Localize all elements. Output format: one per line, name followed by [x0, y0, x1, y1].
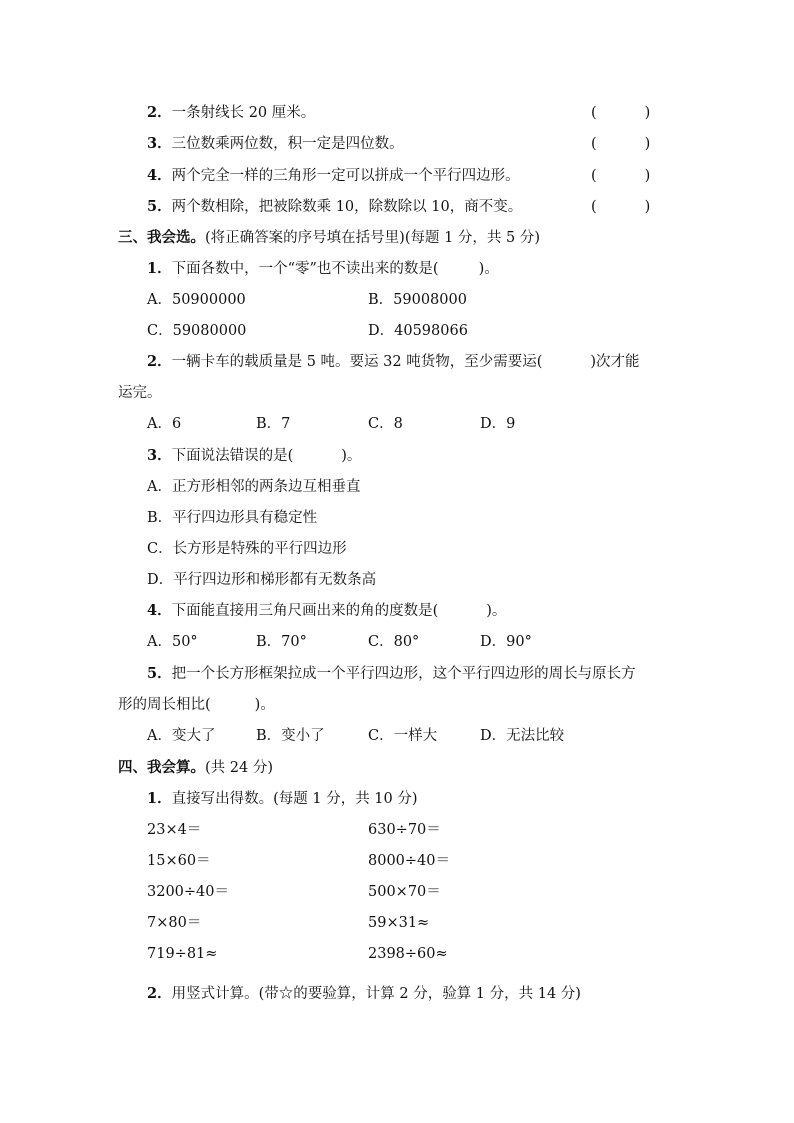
oral-calc: 500×70＝	[368, 884, 441, 900]
oral-calc: 2398÷60≈	[368, 946, 448, 962]
oral-calc: 630÷70＝	[368, 822, 441, 838]
judge-item-4	[147, 166, 520, 186]
option-b[interactable]: B．70°	[256, 634, 307, 650]
option-c[interactable]: C．一样大	[368, 728, 438, 744]
option-a[interactable]: A．50°	[147, 634, 198, 650]
oral-calc: 719÷81≈	[147, 946, 218, 962]
item-number: 4．	[147, 167, 172, 184]
judge-item-3	[147, 134, 404, 154]
section-title: 四、我会算。	[118, 759, 205, 776]
oral-calc: 3200÷40＝	[147, 884, 230, 900]
item-number: 5．	[147, 198, 172, 215]
item-text: 两个数相除，把被除数乘 10，除数除以 10，商不变。	[171, 199, 523, 215]
answer-bracket[interactable]: ( )	[591, 105, 651, 121]
item-number: 3．	[147, 135, 172, 152]
answer-bracket[interactable]: ( )	[591, 199, 651, 215]
item-number: 2．	[147, 104, 172, 121]
question-1: 1．下面各数中，一个“零”也不读出来的数是( )。	[147, 260, 499, 277]
option-b[interactable]: B．平行四边形具有稳定性	[147, 510, 318, 526]
option-b[interactable]: B．59008000	[368, 292, 467, 308]
option-c[interactable]: C．8	[368, 416, 403, 432]
option-c[interactable]: C．长方形是特殊的平行四边形	[147, 541, 347, 557]
question-3: 3．下面说法错误的是( )。	[147, 447, 362, 464]
item-text: 三位数乘两位数，积一定是四位数。	[171, 136, 404, 152]
option-c[interactable]: C．59080000	[147, 323, 247, 339]
option-d[interactable]: D．90°	[480, 634, 532, 650]
option-d[interactable]: D．40598066	[368, 323, 468, 339]
option-d[interactable]: D．无法比较	[480, 728, 565, 744]
option-d[interactable]: D．平行四边形和梯形都有无数条高	[147, 572, 377, 588]
oral-calc: 15×60＝	[147, 853, 211, 869]
item-text: 两个完全一样的三角形一定可以拼成一个平行四边形。	[171, 168, 520, 184]
calc-question-1: 1．直接写出得数。(每题 1 分，共 10 分)	[147, 790, 418, 807]
section-4-heading	[118, 758, 273, 778]
option-b[interactable]: B．变小了	[256, 728, 325, 744]
question-5-continuation: 形的周长相比( )。	[118, 697, 275, 713]
section-note: (将正确答案的序号填在括号里)(每题 1 分，共 5 分)	[205, 230, 541, 246]
question-2-continuation: 运完。	[118, 385, 162, 401]
option-a[interactable]: A．变大了	[147, 728, 216, 744]
calc-question-2: 2．用竖式计算。(带☆的要验算，计算 2 分，验算 1 分，共 14 分)	[147, 985, 581, 1002]
question-4: 4．下面能直接用三角尺画出来的角的度数是( )。	[147, 602, 507, 619]
oral-calc: 23×4＝	[147, 822, 202, 838]
judge-item-5	[147, 197, 522, 217]
option-d[interactable]: D．9	[480, 416, 516, 432]
section-note: (共 24 分)	[205, 760, 273, 776]
question-5: 5．把一个长方形框架拉成一个平行四边形，这个平行四边形的周长与原长方	[147, 665, 636, 682]
option-a[interactable]: A．50900000	[147, 292, 246, 308]
option-a[interactable]: A．正方形相邻的两条边互相垂直	[147, 479, 361, 495]
item-text: 一条射线长 20 厘米。	[171, 105, 316, 121]
oral-calc: 59×31≈	[368, 915, 430, 931]
section-title: 三、我会选。	[118, 229, 205, 246]
answer-bracket[interactable]: ( )	[591, 136, 651, 152]
oral-calc: 8000÷40＝	[368, 853, 451, 869]
option-a[interactable]: A．6	[147, 416, 182, 432]
oral-calc: 7×80＝	[147, 915, 202, 931]
option-b[interactable]: B．7	[256, 416, 291, 432]
answer-bracket[interactable]: ( )	[591, 168, 651, 184]
question-2: 2．一辆卡车的载质量是 5 吨。要运 32 吨货物，至少需要运( )次才能	[147, 353, 640, 370]
judge-item-2	[147, 103, 315, 123]
option-c[interactable]: C．80°	[368, 634, 420, 650]
section-3-heading	[118, 228, 540, 248]
